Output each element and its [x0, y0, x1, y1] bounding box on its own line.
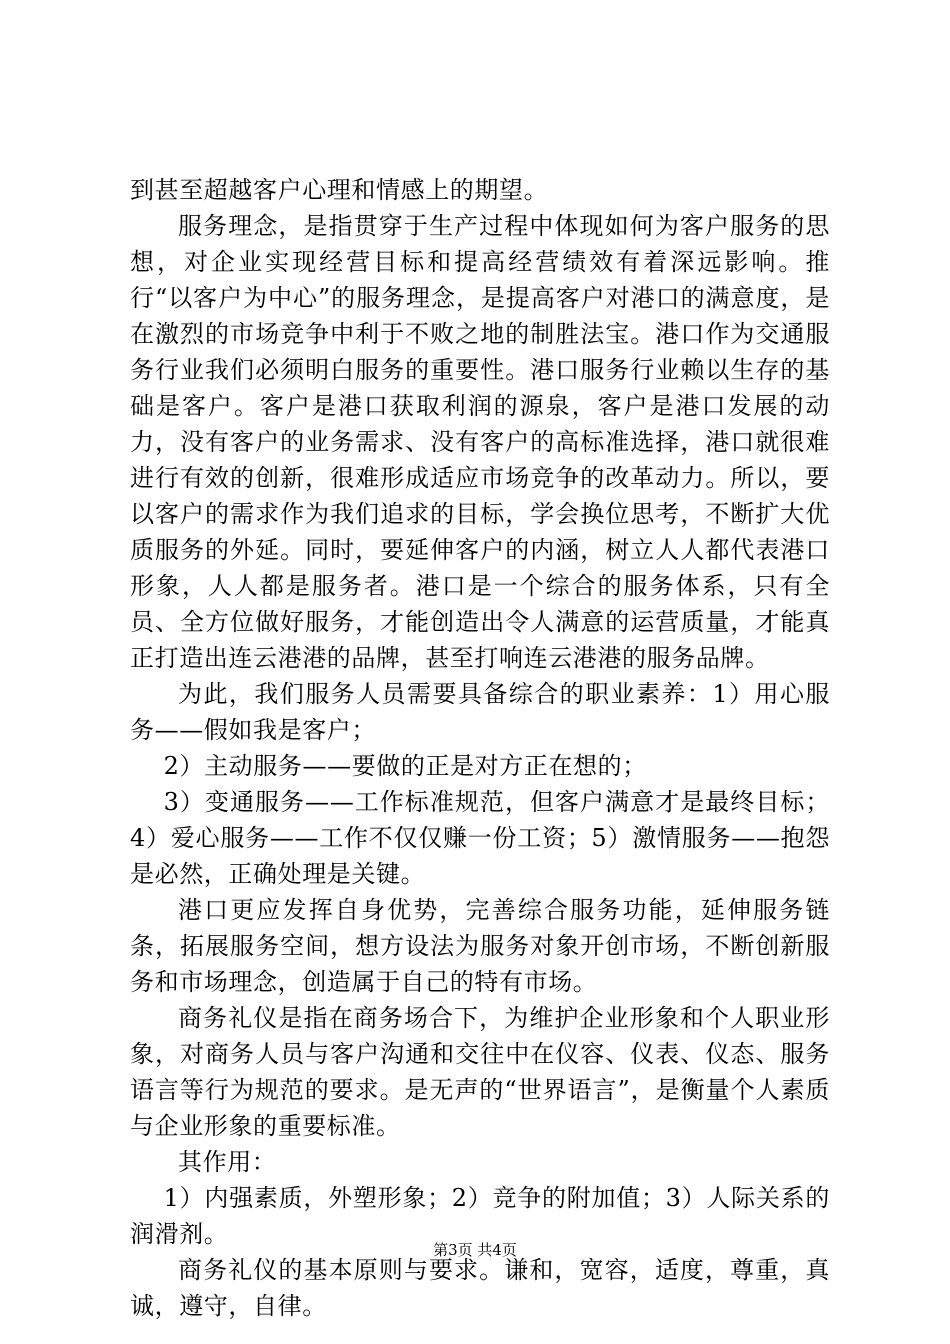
paragraph-active-service: 2）主动服务——要做的正是对方正在想的；: [163, 752, 647, 780]
paragraph-flexible-service: 3）变通服务——工作标准规范，但客户满意才是最终目标；4）爱心服务——工作不仅仅赚一份工资；5）激情服务——抱怨是必然，正确处理是关键。: [130, 788, 830, 888]
paragraph-business-etiquette: 商务礼仪是指在商务场合下，为维护企业形象和个人职业形象，对商务人员与客户沟通和交往中在仪容、仪表、仪态、服务语言等行为规范的要求。是无声的“世界语言”，是衡量个人素质与企业形象的重要标准。: [130, 1004, 830, 1140]
paragraph-port-advantages: 港口更应发挥自身优势，完善综合服务功能，延伸服务链条，拓展服务空间，想方设法为服务对象开创市场，不断创新服务和市场理念，创造属于自己的特有市场。: [130, 896, 830, 996]
paragraph-functions-heading: 其作用：: [178, 1148, 277, 1176]
paragraph-service-concept: 服务理念，是指贯穿于生产过程中体现如何为客户服务的思想，对企业实现经营目标和提高经营绩效有着深远影响。推行“以客户为中心”的服务理念，是提高客户对港口的满意度，是在激烈的市场竞争中利于不败之地的制胜法宝。港口作为交通服务行业我们必须明白服务的重要性。港口服务行业赖以生存的基础是客户。客户是港口获取利润的源泉，客户是港口发展的动力，没有客户的业务需求、没有客户的高标准选择，港口就很难进行有效的创新，很难形成适应市场竞争的改革动力。所以，要以客户的需求作为我们追求的目标，学会换位思考，不断扩大优质服务的外延。同时，要延伸客户的内涵，树立人人都代表港口形象，人人都是服务者。港口是一个综合的服务体系，只有全员、全方位做好服务，才能创造出令人满意的运营质量，才能真正打造出连云港港的品牌，甚至打响连云港港的服务品牌。: [130, 212, 830, 672]
document-body: [130, 172, 830, 1324]
paragraph-basic-principles: 商务礼仪的基本原则与要求。谦和，宽容，适度，尊重，真诚，遵守，自律。: [130, 1256, 830, 1320]
page-number-footer: 第3页 共4页: [433, 1241, 517, 1259]
paragraph-professional-qualities: 为此，我们服务人员需要具备综合的职业素养：1）用心服务——假如我是客户；: [130, 680, 830, 744]
paragraph-continuation: 到甚至超越客户心理和情感上的期望。: [130, 176, 549, 204]
paragraph-functions-list: 1）内强素质，外塑形象；2）竞争的附加值；3）人际关系的润滑剂。: [130, 1184, 830, 1248]
